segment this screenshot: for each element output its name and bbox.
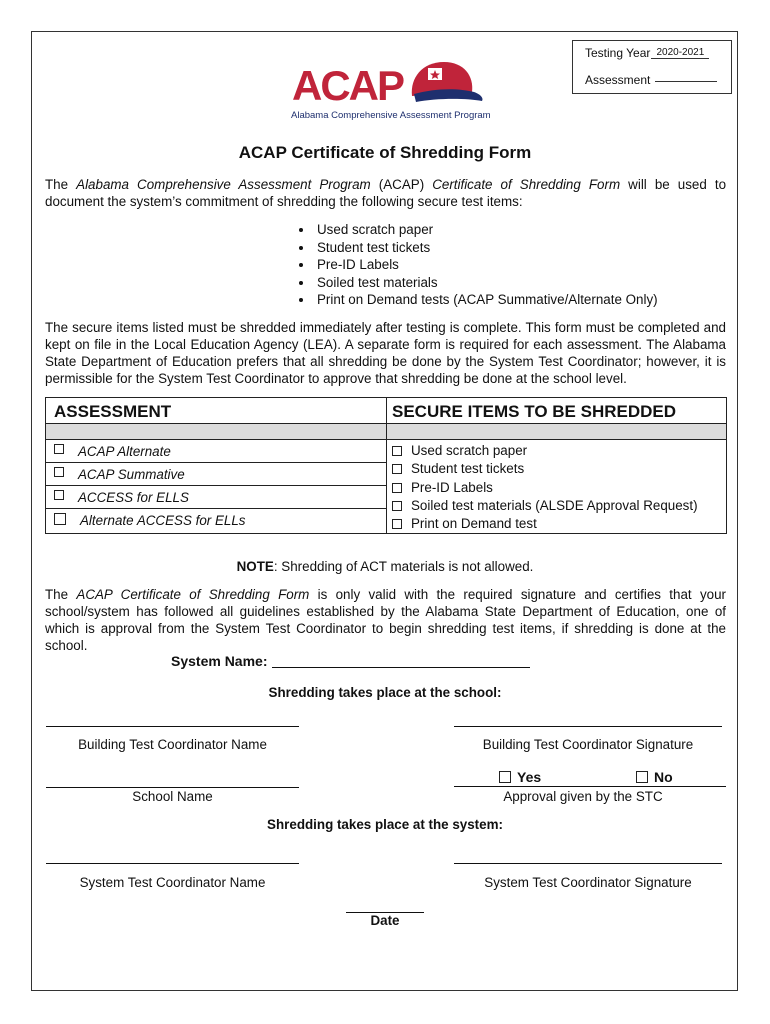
- logo-subtitle: Alabama Comprehensive Assessment Program: [291, 110, 491, 121]
- btc-name-label: Building Test Coordinator Name: [78, 737, 267, 752]
- secure-item-label: Used scratch paper: [411, 443, 528, 458]
- secure-item-label: Pre-ID Labels: [411, 479, 493, 495]
- secure-items-list: [296, 221, 658, 309]
- secure-item-checkbox[interactable]: [392, 446, 402, 456]
- list-item: [392, 515, 698, 533]
- assessment-column-header: ASSESSMENT: [54, 402, 172, 421]
- no-checkbox[interactable]: [636, 771, 648, 783]
- page-title: ACAP Certificate of Shredding Form: [238, 143, 532, 162]
- policy-paragraph: The secure items listed must be shredded immediately after testing is complete. This form must be completed and kept on file in the Local Education Agency (LEA). A separate form is required for each assessment. The Alabama State Department of Education prefers that all shredding be done by the System Test Coordinator; however, it is permissible for the System Test Coordinator to approve that shredding be done at the school level.: [45, 320, 726, 386]
- system-name-row: [171, 653, 530, 669]
- alternate-access-label: Alternate ACCESS for ELLs: [80, 513, 246, 528]
- stc-name-label: System Test Coordinator Name: [79, 875, 266, 890]
- approval-no-option[interactable]: [636, 769, 673, 785]
- assessment-row-alternate-access: [46, 509, 386, 532]
- cap-icon: [406, 58, 486, 108]
- intro-paragraph: [45, 176, 726, 210]
- intro-text-tail: will be used to document the system’s commitment of shredding the following secure test items:: [45, 177, 727, 209]
- stc-signature-line[interactable]: [454, 863, 722, 864]
- intro-form-name: Certificate of Shredding Form: [432, 177, 621, 192]
- testing-year-field[interactable]: 2020-2021: [651, 47, 709, 59]
- note-label: NOTE: [236, 559, 274, 574]
- access-ells-checkbox[interactable]: [54, 490, 64, 500]
- list-item: [392, 497, 698, 515]
- secure-item-checkbox[interactable]: [392, 464, 402, 474]
- assessment-field[interactable]: [655, 81, 717, 82]
- school-name-line[interactable]: [46, 787, 299, 788]
- date-label: Date: [370, 913, 400, 928]
- system-name-field[interactable]: [272, 655, 530, 668]
- testing-meta-box: [572, 40, 732, 94]
- testing-year-label: Testing Year: [585, 46, 651, 60]
- validity-text-lead: The: [45, 587, 77, 602]
- secure-items-checklist: [392, 442, 698, 533]
- system-name-label: System Name:: [171, 653, 268, 669]
- secure-items-column-header: SECURE ITEMS TO BE SHREDDED: [392, 402, 677, 421]
- logo-wordmark: ACAP: [292, 62, 404, 109]
- no-label: No: [654, 769, 673, 785]
- approval-label: Approval given by the STC: [503, 789, 663, 804]
- list-item: Print on Demand tests (ACAP Summative/Alternate Only): [296, 291, 658, 309]
- list-item: [392, 460, 698, 478]
- validity-text-tail: is only valid with the required signature and certifies that your school/system has followed all guidelines established by the Alabama State Department of Education, one of which is approval from the System Test Coordinator to begin shredding test items, if shredding is done at the school.: [45, 587, 726, 653]
- intro-program-name: Alabama Comprehensive Assessment Program: [76, 177, 371, 192]
- school-name-label: School Name: [132, 789, 213, 804]
- secure-item-checkbox[interactable]: [392, 483, 402, 493]
- acap-summative-checkbox[interactable]: [54, 467, 64, 477]
- secure-item-label: Print on Demand test: [411, 516, 537, 532]
- secure-item-label: Student test tickets: [411, 461, 525, 477]
- acap-alternate-label: ACAP Alternate: [78, 444, 171, 459]
- btc-signature-label: Building Test Coordinator Signature: [482, 737, 694, 752]
- secure-item-checkbox[interactable]: [392, 501, 402, 511]
- list-item: Used scratch paper: [296, 221, 658, 239]
- column-divider: [386, 398, 387, 533]
- acap-alternate-checkbox[interactable]: [54, 444, 64, 454]
- acap-summative-label: ACAP Summative: [78, 467, 185, 482]
- secure-item-checkbox[interactable]: [392, 519, 402, 529]
- acap-logo: [288, 58, 491, 124]
- intro-text-mid: (ACAP): [370, 177, 433, 192]
- yes-label: Yes: [517, 769, 542, 785]
- alternate-access-checkbox[interactable]: [54, 513, 66, 525]
- system-section-heading: Shredding takes place at the system:: [267, 817, 503, 832]
- stc-name-line[interactable]: [46, 863, 299, 864]
- yes-checkbox[interactable]: [499, 771, 511, 783]
- intro-text-lead: The: [45, 177, 77, 192]
- list-item: Pre-ID Labels: [296, 256, 658, 274]
- assessment-row-acap-alternate: [46, 440, 386, 463]
- validity-paragraph: [45, 586, 726, 654]
- list-item: [392, 479, 698, 497]
- testing-year-row: [585, 46, 709, 60]
- stc-signature-label: System Test Coordinator Signature: [484, 875, 692, 890]
- list-item: Soiled test materials: [296, 274, 658, 292]
- btc-name-line[interactable]: [46, 726, 299, 727]
- validity-form-name: ACAP Certificate of Shredding Form: [76, 587, 310, 602]
- assessment-row: [585, 73, 717, 87]
- approval-line: [454, 786, 726, 787]
- secure-item-label: Soiled test materials (ALSDE Approval Request): [411, 497, 698, 513]
- approval-yes-option[interactable]: [499, 769, 541, 785]
- shredding-table: [45, 397, 727, 534]
- assessment-row-acap-summative: [46, 463, 386, 486]
- access-ells-label: ACCESS for ELLS: [78, 490, 189, 505]
- assessment-label: Assessment: [585, 73, 651, 87]
- list-item: [392, 442, 698, 460]
- act-note: [0, 559, 770, 574]
- school-section-heading: Shredding takes place at the school:: [268, 685, 502, 700]
- list-item: Student test tickets: [296, 239, 658, 257]
- assessment-row-access-ells: [46, 486, 386, 509]
- note-text: : Shredding of ACT materials is not allowed.: [273, 559, 534, 574]
- btc-signature-line[interactable]: [454, 726, 722, 727]
